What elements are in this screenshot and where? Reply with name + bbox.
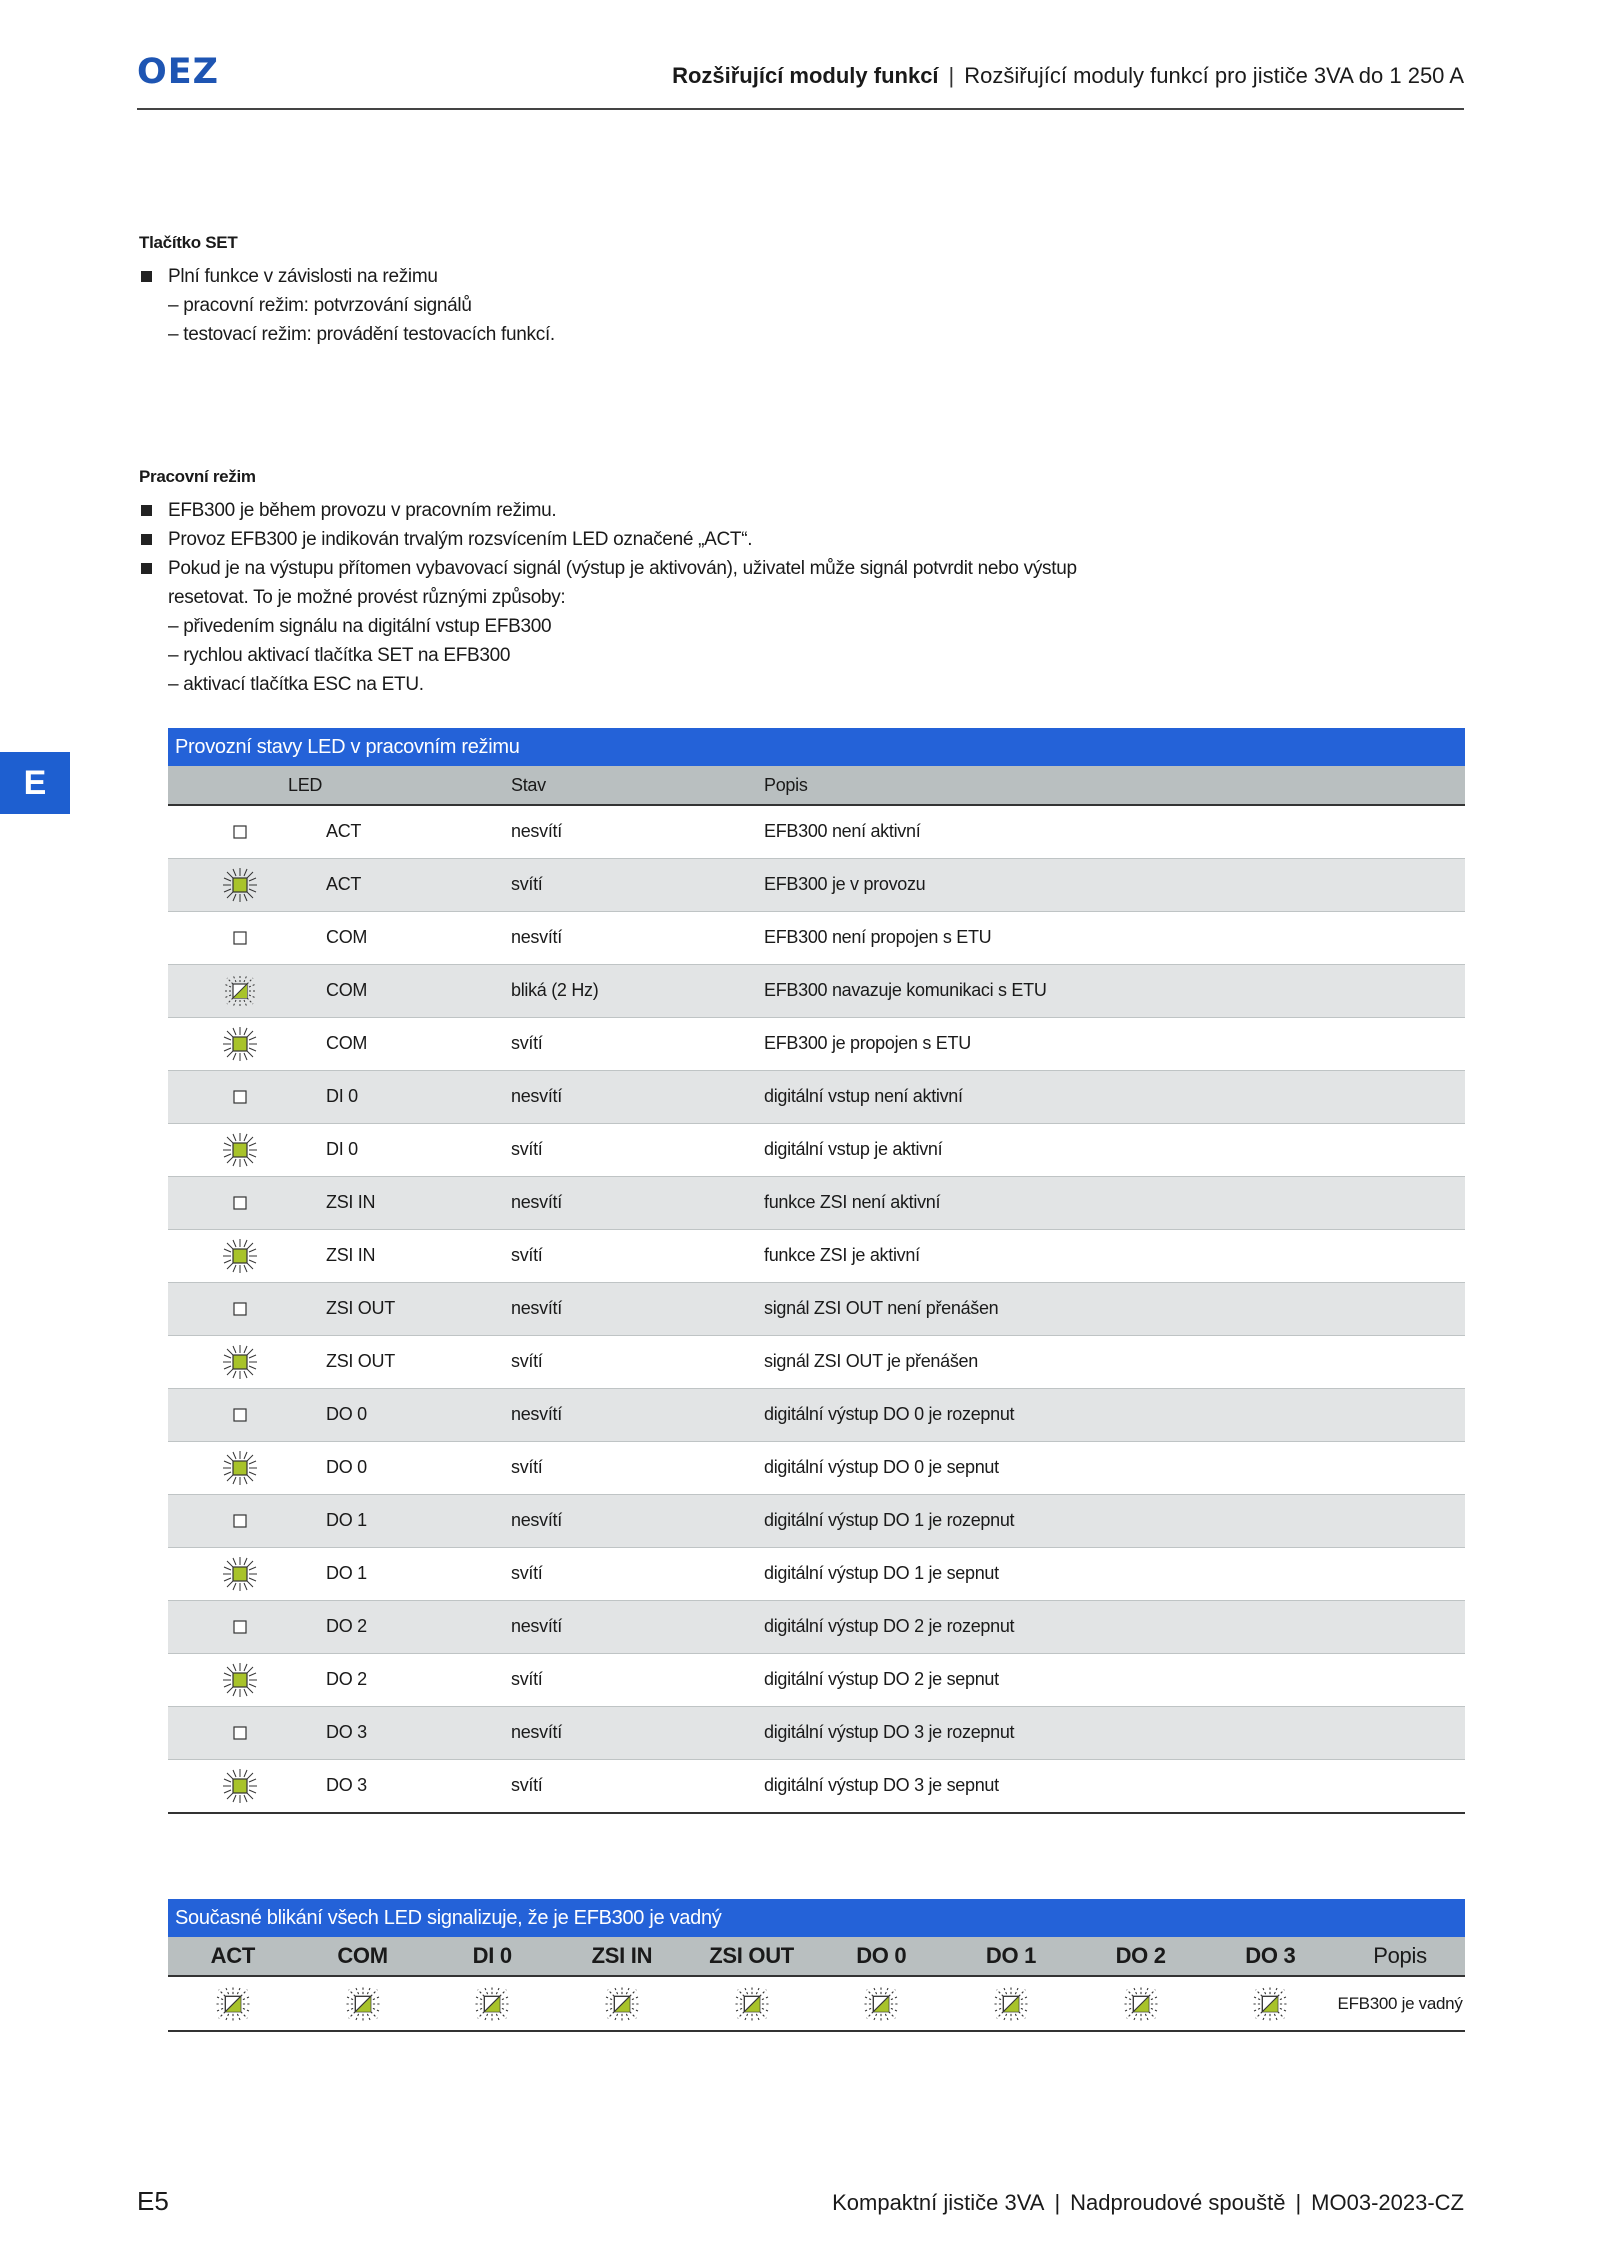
led-on-icon	[220, 865, 260, 905]
fault-table-header	[168, 1937, 1465, 1977]
row-description: digitální výstup DO 1 je sepnut	[764, 1563, 999, 1583]
led-off-icon	[220, 1713, 260, 1753]
row-description: EFB300 není propojen s ETU	[764, 927, 992, 947]
led-on-icon	[220, 1766, 260, 1806]
row-led-name: DO 0	[326, 1457, 367, 1477]
work-mode-bullet: Provoz EFB300 je indikován trvalým rozsvícením LED označené „ACT“.	[139, 525, 1077, 554]
table-row	[168, 1707, 1465, 1760]
row-state: svítí	[511, 874, 543, 894]
row-description: EFB300 není aktivní	[764, 821, 921, 841]
led-blink-icon	[427, 1982, 557, 2026]
row-led-name: ACT	[326, 874, 362, 894]
row-led-name: ZSI IN	[326, 1245, 376, 1265]
row-led-name: COM	[326, 980, 368, 1000]
led-blink-icon	[946, 1982, 1076, 2026]
set-button-heading: Tlačítko SET	[139, 233, 238, 252]
page-number: E5	[137, 2186, 169, 2216]
row-description: funkce ZSI není aktivní	[764, 1192, 941, 1212]
row-state: nesvítí	[511, 821, 562, 841]
led-off-icon	[220, 1501, 260, 1541]
led-on-icon	[220, 1448, 260, 1488]
led-on-icon	[220, 1660, 260, 1700]
row-led-name: COM	[326, 927, 368, 947]
column-header-desc: Popis	[764, 775, 808, 795]
led-off-icon	[220, 1395, 260, 1435]
footer-info	[832, 2190, 1464, 2216]
led-on-icon	[220, 1342, 260, 1382]
row-led-name: DI 0	[326, 1086, 358, 1106]
row-description: EFB300 je v provozu	[764, 874, 926, 894]
fault-table	[168, 1899, 1465, 2032]
footer-part: Nadproudové spouště	[1070, 2190, 1286, 2215]
fault-table-row	[168, 1977, 1465, 2032]
header-title-bold: Rozšiřující moduly funkcí	[672, 63, 939, 88]
row-led-name: DO 3	[326, 1722, 367, 1742]
work-mode-heading: Pracovní režim	[139, 467, 256, 486]
table-row	[168, 1495, 1465, 1548]
led-on-icon	[220, 1236, 260, 1276]
row-description: digitální výstup DO 2 je sepnut	[764, 1669, 999, 1689]
row-description: digitální výstup DO 0 je sepnut	[764, 1457, 999, 1477]
page-header-title	[672, 63, 1464, 89]
fault-table-title: Současné blikání všech LED signalizuje, že je EFB300 je vadný	[168, 1899, 1465, 1937]
row-led-name: DO 1	[326, 1563, 367, 1583]
work-mode-bullet: Pokud je na výstupu přítomen vybavovací signál (výstup je aktivován), uživatel může signál potvrdit nebo výstup	[139, 554, 1077, 583]
fault-column-header: ZSI OUT	[709, 1943, 794, 1968]
led-blink-icon	[220, 971, 260, 1011]
table-row	[168, 1654, 1465, 1707]
led-off-icon	[220, 1077, 260, 1117]
table-row	[168, 912, 1465, 965]
set-button-section	[139, 228, 555, 349]
work-mode-subitem: – aktivací tlačítka ESC na ETU.	[168, 674, 424, 695]
row-description: digitální výstup DO 3 je rozepnut	[764, 1722, 1015, 1742]
row-state: svítí	[511, 1139, 543, 1159]
fault-column-header: DI 0	[472, 1943, 512, 1968]
header-separator: |	[948, 63, 955, 88]
led-off-icon	[220, 1289, 260, 1329]
work-mode-subitem: – rychlou aktivací tlačítka SET na EFB300	[168, 645, 511, 666]
row-state: svítí	[511, 1563, 543, 1583]
table-row	[168, 1336, 1465, 1389]
fault-description: EFB300 je vadný	[1337, 1993, 1463, 2013]
row-description: digitální výstup DO 3 je sepnut	[764, 1775, 999, 1795]
led-off-icon	[220, 812, 260, 852]
row-led-name: ACT	[326, 821, 362, 841]
work-mode-bullet: EFB300 je během provozu v pracovním režimu.	[139, 496, 1077, 525]
led-off-icon	[220, 1183, 260, 1223]
row-led-name: DO 0	[326, 1404, 367, 1424]
table-row	[168, 806, 1465, 859]
row-led-name: ZSI IN	[326, 1192, 376, 1212]
row-state: nesvítí	[511, 1086, 562, 1106]
table-row	[168, 859, 1465, 912]
row-state: nesvítí	[511, 1192, 562, 1212]
led-blink-icon	[168, 1982, 298, 2026]
led-blink-icon	[1206, 1982, 1336, 2026]
row-description: signál ZSI OUT není přenášen	[764, 1298, 999, 1318]
header-title-rest: Rozšiřující moduly funkcí pro jističe 3VA do 1 250 A	[964, 63, 1464, 88]
row-led-name: DO 2	[326, 1616, 367, 1636]
row-description: digitální výstup DO 1 je rozepnut	[764, 1510, 1015, 1530]
set-button-bullet: Plní funkce v závislosti na režimu	[139, 262, 555, 291]
led-on-icon	[220, 1130, 260, 1170]
fault-column-header: DO 0	[856, 1943, 907, 1968]
led-blink-icon	[687, 1982, 817, 2026]
led-table-header	[168, 766, 1465, 806]
row-led-name: COM	[326, 1033, 368, 1053]
table-row	[168, 1230, 1465, 1283]
row-led-name: ZSI OUT	[326, 1298, 395, 1318]
row-led-name: DO 3	[326, 1775, 367, 1795]
footer-part: Kompaktní jističe 3VA	[832, 2190, 1045, 2215]
row-description: digitální výstup DO 0 je rozepnut	[764, 1404, 1015, 1424]
row-state: svítí	[511, 1351, 543, 1371]
led-on-icon	[220, 1554, 260, 1594]
led-off-icon	[220, 918, 260, 958]
section-tab: E	[0, 752, 70, 814]
table-row	[168, 1177, 1465, 1230]
fault-column-header: DO 3	[1245, 1943, 1296, 1968]
row-description: digitální vstup je aktivní	[764, 1139, 943, 1159]
led-states-table	[168, 728, 1465, 1814]
row-led-name: DI 0	[326, 1139, 358, 1159]
row-state: svítí	[511, 1457, 543, 1477]
column-header-state: Stav	[511, 775, 546, 795]
row-description: digitální vstup není aktivní	[764, 1086, 963, 1106]
led-blink-icon	[1076, 1982, 1206, 2026]
fault-column-header: DO 1	[985, 1943, 1037, 1968]
header-divider	[137, 108, 1464, 110]
footer-separator: |	[1295, 2190, 1302, 2215]
fault-column-header: DO 2	[1115, 1943, 1166, 1968]
column-header-led: LED	[288, 775, 323, 795]
row-state: svítí	[511, 1775, 543, 1795]
work-mode-subitem: – přivedením signálu na digitální vstup EFB300	[168, 616, 552, 637]
footer-separator: |	[1054, 2190, 1061, 2215]
row-description: funkce ZSI je aktivní	[764, 1245, 920, 1265]
set-button-subitem: – pracovní režim: potvrzování signálů	[168, 295, 472, 316]
row-state: nesvítí	[511, 1722, 562, 1742]
table-row	[168, 1283, 1465, 1336]
table-row	[168, 1389, 1465, 1442]
work-mode-bullet-cont: resetovat. To je možné provést různými způsoby:	[168, 587, 566, 608]
row-led-name: ZSI OUT	[326, 1351, 395, 1371]
row-state: nesvítí	[511, 927, 562, 947]
row-state: nesvítí	[511, 1404, 562, 1424]
row-led-name: DO 1	[326, 1510, 367, 1530]
fault-column-header: Popis	[1373, 1943, 1427, 1968]
row-led-name: DO 2	[326, 1669, 367, 1689]
table-row	[168, 1442, 1465, 1495]
row-state: svítí	[511, 1245, 543, 1265]
table-row	[168, 1071, 1465, 1124]
row-state: svítí	[511, 1669, 543, 1689]
fault-column-header: ACT	[210, 1943, 255, 1968]
table-row	[168, 1760, 1465, 1814]
led-on-icon	[220, 1024, 260, 1064]
work-mode-section	[139, 462, 1077, 699]
row-state: nesvítí	[511, 1510, 562, 1530]
row-state: nesvítí	[511, 1616, 562, 1636]
led-table-body	[168, 806, 1465, 1814]
row-state: svítí	[511, 1033, 543, 1053]
row-state: nesvítí	[511, 1298, 562, 1318]
table-row	[168, 1018, 1465, 1071]
table-row	[168, 1124, 1465, 1177]
row-state: bliká (2 Hz)	[511, 980, 599, 1000]
row-description: EFB300 je propojen s ETU	[764, 1033, 971, 1053]
footer-part: MO03-2023-CZ	[1311, 2190, 1464, 2215]
table-row	[168, 1548, 1465, 1601]
led-table-title: Provozní stavy LED v pracovním režimu	[168, 728, 1465, 766]
row-description: signál ZSI OUT je přenášen	[764, 1351, 978, 1371]
led-blink-icon	[557, 1982, 687, 2026]
table-row	[168, 1601, 1465, 1654]
fault-column-header: ZSI IN	[591, 1943, 653, 1968]
table-row	[168, 965, 1465, 1018]
led-off-icon	[220, 1607, 260, 1647]
led-blink-icon	[298, 1982, 428, 2026]
row-description: EFB300 navazuje komunikaci s ETU	[764, 980, 1047, 1000]
fault-column-header: COM	[337, 1943, 388, 1968]
set-button-subitem: – testovací režim: provádění testovacích funkcí.	[168, 324, 555, 345]
oez-logo: OEZ	[137, 52, 220, 92]
led-blink-icon	[816, 1982, 946, 2026]
row-description: digitální výstup DO 2 je rozepnut	[764, 1616, 1015, 1636]
